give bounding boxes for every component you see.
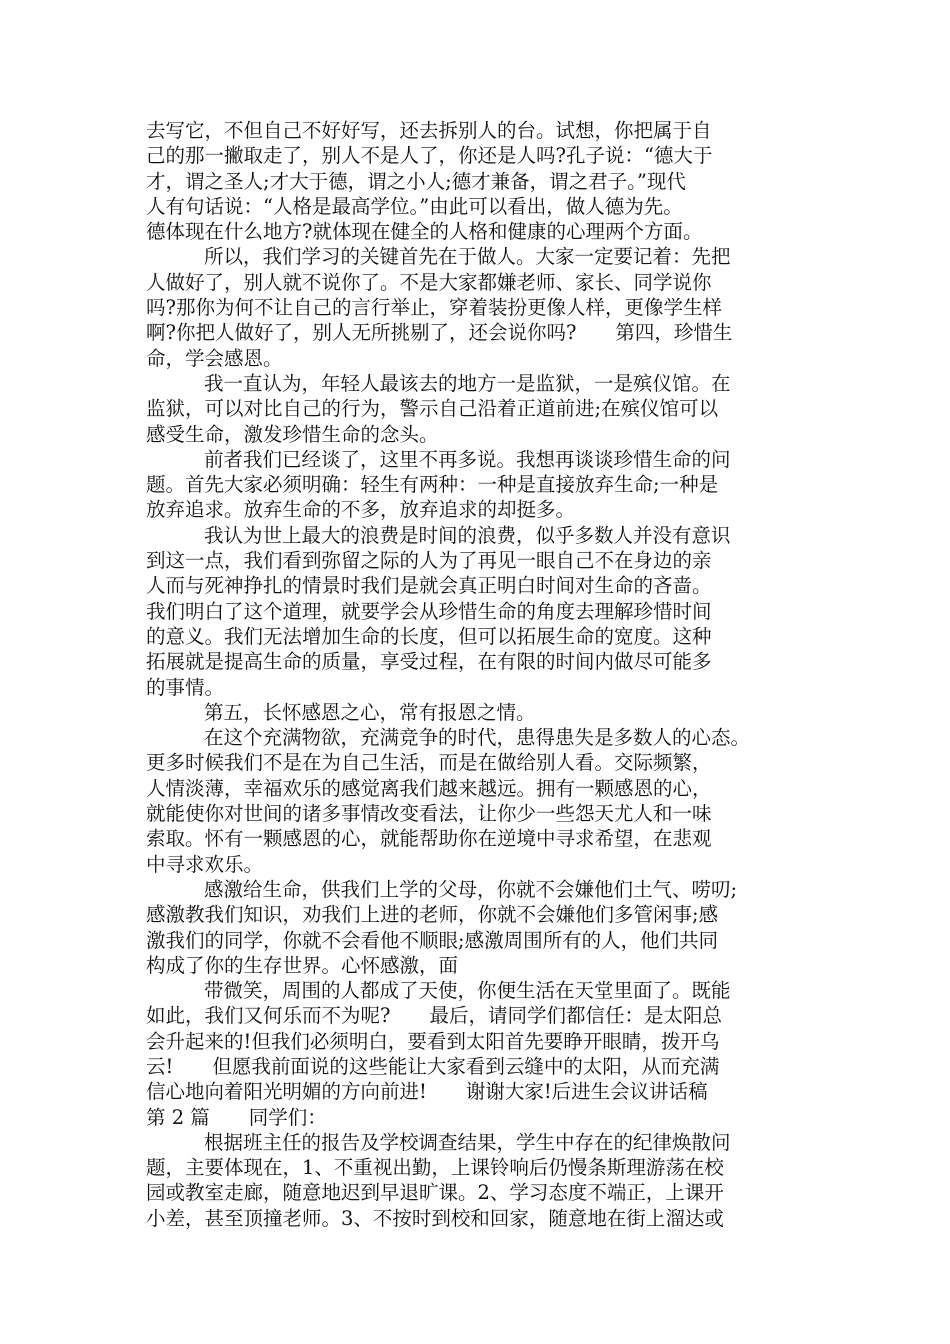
text-line: 我们明白了这个道理，就要学会从珍惜生命的角度去理解珍惜时间 — [146, 599, 712, 623]
text-line: 感激教我们知识，劝我们上进的老师，你就不会嫌他们多管闲事;感 — [146, 903, 719, 927]
text-line: 索取。怀有一颗感恩的心，就能帮助你在逆境中寻求希望，在悲观 — [146, 827, 712, 851]
text-line: 去写它，不但自己不好好写，还去拆别人的台。试想，你把属于自 — [146, 119, 712, 142]
text-line: 云! 但愿我前面说的这些能让大家看到云缝中的太阳，从而充满 — [146, 1054, 720, 1078]
text-line: 啊?你把人做好了，别人无所挑剔了，还会说你吗? 第四，珍惜生 — [146, 321, 733, 345]
text-line: 第 2 篇 同学们： — [146, 1105, 327, 1129]
text-line: 的意义。我们无法增加生命的长度，但可以拓展生命的宽度。这种 — [146, 624, 712, 648]
text-line: 才，谓之圣人;才大于德，谓之小人;德才兼备，谓之君子。”现代 — [146, 169, 686, 193]
text-line: 到这一点，我们看到弥留之际的人为了再见一眼自己不在身边的亲 — [146, 549, 712, 573]
text-line: 监狱，可以对比自己的行为，警示自己沿着正道前进;在殡仪馆可以 — [146, 397, 719, 421]
text-line: 第五，长怀感恩之心，常有报恩之情。 — [204, 700, 536, 724]
text-line: 命，学会感恩。 — [146, 346, 283, 370]
text-line: 如此，我们又何乐而不为呢? 最后，请同学们都信任：是太阳总 — [146, 1004, 722, 1028]
text-line: 中寻求欢乐。 — [146, 852, 264, 876]
text-line: 带微笑，周围的人都成了天使，你便生活在天堂里面了。既能 — [204, 979, 731, 1003]
text-line: 放弃追求。放弃生命的不多，放弃追求的却挺多。 — [146, 498, 576, 522]
text-line: 感激给生命，供我们上学的父母，你就不会嫌他们土气、唠叨; — [204, 877, 738, 901]
text-line: 人情淡薄，幸福欢乐的感觉离我们越来越远。拥有一颗感恩的心， — [146, 776, 712, 800]
text-line: 我认为世上最大的浪费是时间的浪费，似乎多数人并没有意识 — [204, 523, 731, 547]
document-page — [146, 118, 836, 1231]
text-line: 人做好了，别人就不说你了。不是大家都嫌老师、家长、同学说你 — [146, 270, 712, 294]
text-line: 更多时候我们不是在为自己生活，而是在做给别人看。交际频繁， — [146, 751, 712, 775]
text-line: 吗?那你为何不让自己的言行举止，穿着装扮更像人样，更像学生样 — [146, 296, 722, 320]
text-line: 德体现在什么地方?就体现在健全的人格和健康的心理两个方面。 — [146, 220, 703, 244]
text-line: 题。首先大家必须明确：轻生有两种：一种是直接放弃生命;一种是 — [146, 473, 719, 497]
text-line: 人而与死神挣扎的情景时我们是就会真正明白时间对生命的吝啬。 — [146, 574, 712, 598]
text-line: 我一直认为，年轻人最该去的地方一是监狱，一是殡仪馆。在 — [204, 371, 731, 395]
text-line: 信心地向着阳光明媚的方向前进! 谢谢大家!后进生会议讲话稿 — [146, 1080, 708, 1104]
text-line: 所以，我们学习的关键首先在于做人。大家一定要记着：先把 — [204, 245, 731, 269]
text-line: 小差，甚至顶撞老师。3、不按时到校和回家，随意地在街上溜达或 — [146, 1206, 724, 1230]
text-line: 己的那一撇取走了，别人不是人了，你还是人吗?孔子说：“德大于 — [146, 144, 713, 168]
text-line: 激我们的同学，你就不会看他不顺眼;感激周围所有的人，他们共同 — [146, 928, 719, 952]
text-line: 会升起来的!但我们必须明白，要看到太阳首先要睁开眼睛，拨开乌 — [146, 1029, 720, 1053]
text-line: 感受生命，激发珍惜生命的念头。 — [146, 422, 439, 446]
text-line: 拓展就是提高生命的质量，享受过程，在有限的时间内做尽可能多 — [146, 650, 712, 674]
text-line: 的事情。 — [146, 675, 225, 699]
text-line: 园或教室走廊，随意地迟到早退旷课。2、学习态度不端正，上课开 — [146, 1181, 724, 1205]
text-line: 根据班主任的报告及学校调查结果，学生中存在的纪律焕散问 — [204, 1130, 731, 1154]
text-line: 题，主要体现在，1、不重视出勤，上课铃响后仍慢条斯理游荡在校 — [146, 1156, 724, 1180]
text-line: 构成了你的生存世界。心怀感激，面 — [146, 953, 459, 977]
text-line: 就能使你对世间的诸多事情改变看法，让你少一些怨天尤人和一味 — [146, 802, 712, 826]
text-line: 前者我们已经谈了，这里不再多说。我想再谈谈珍惜生命的问 — [204, 447, 731, 471]
text-line: 人有句话说：“人格是最高学位。”由此可以看出，做人德为先。 — [146, 194, 683, 218]
text-line: 在这个充满物欲，充满竞争的时代，患得患失是多数人的心态。 — [204, 726, 751, 750]
